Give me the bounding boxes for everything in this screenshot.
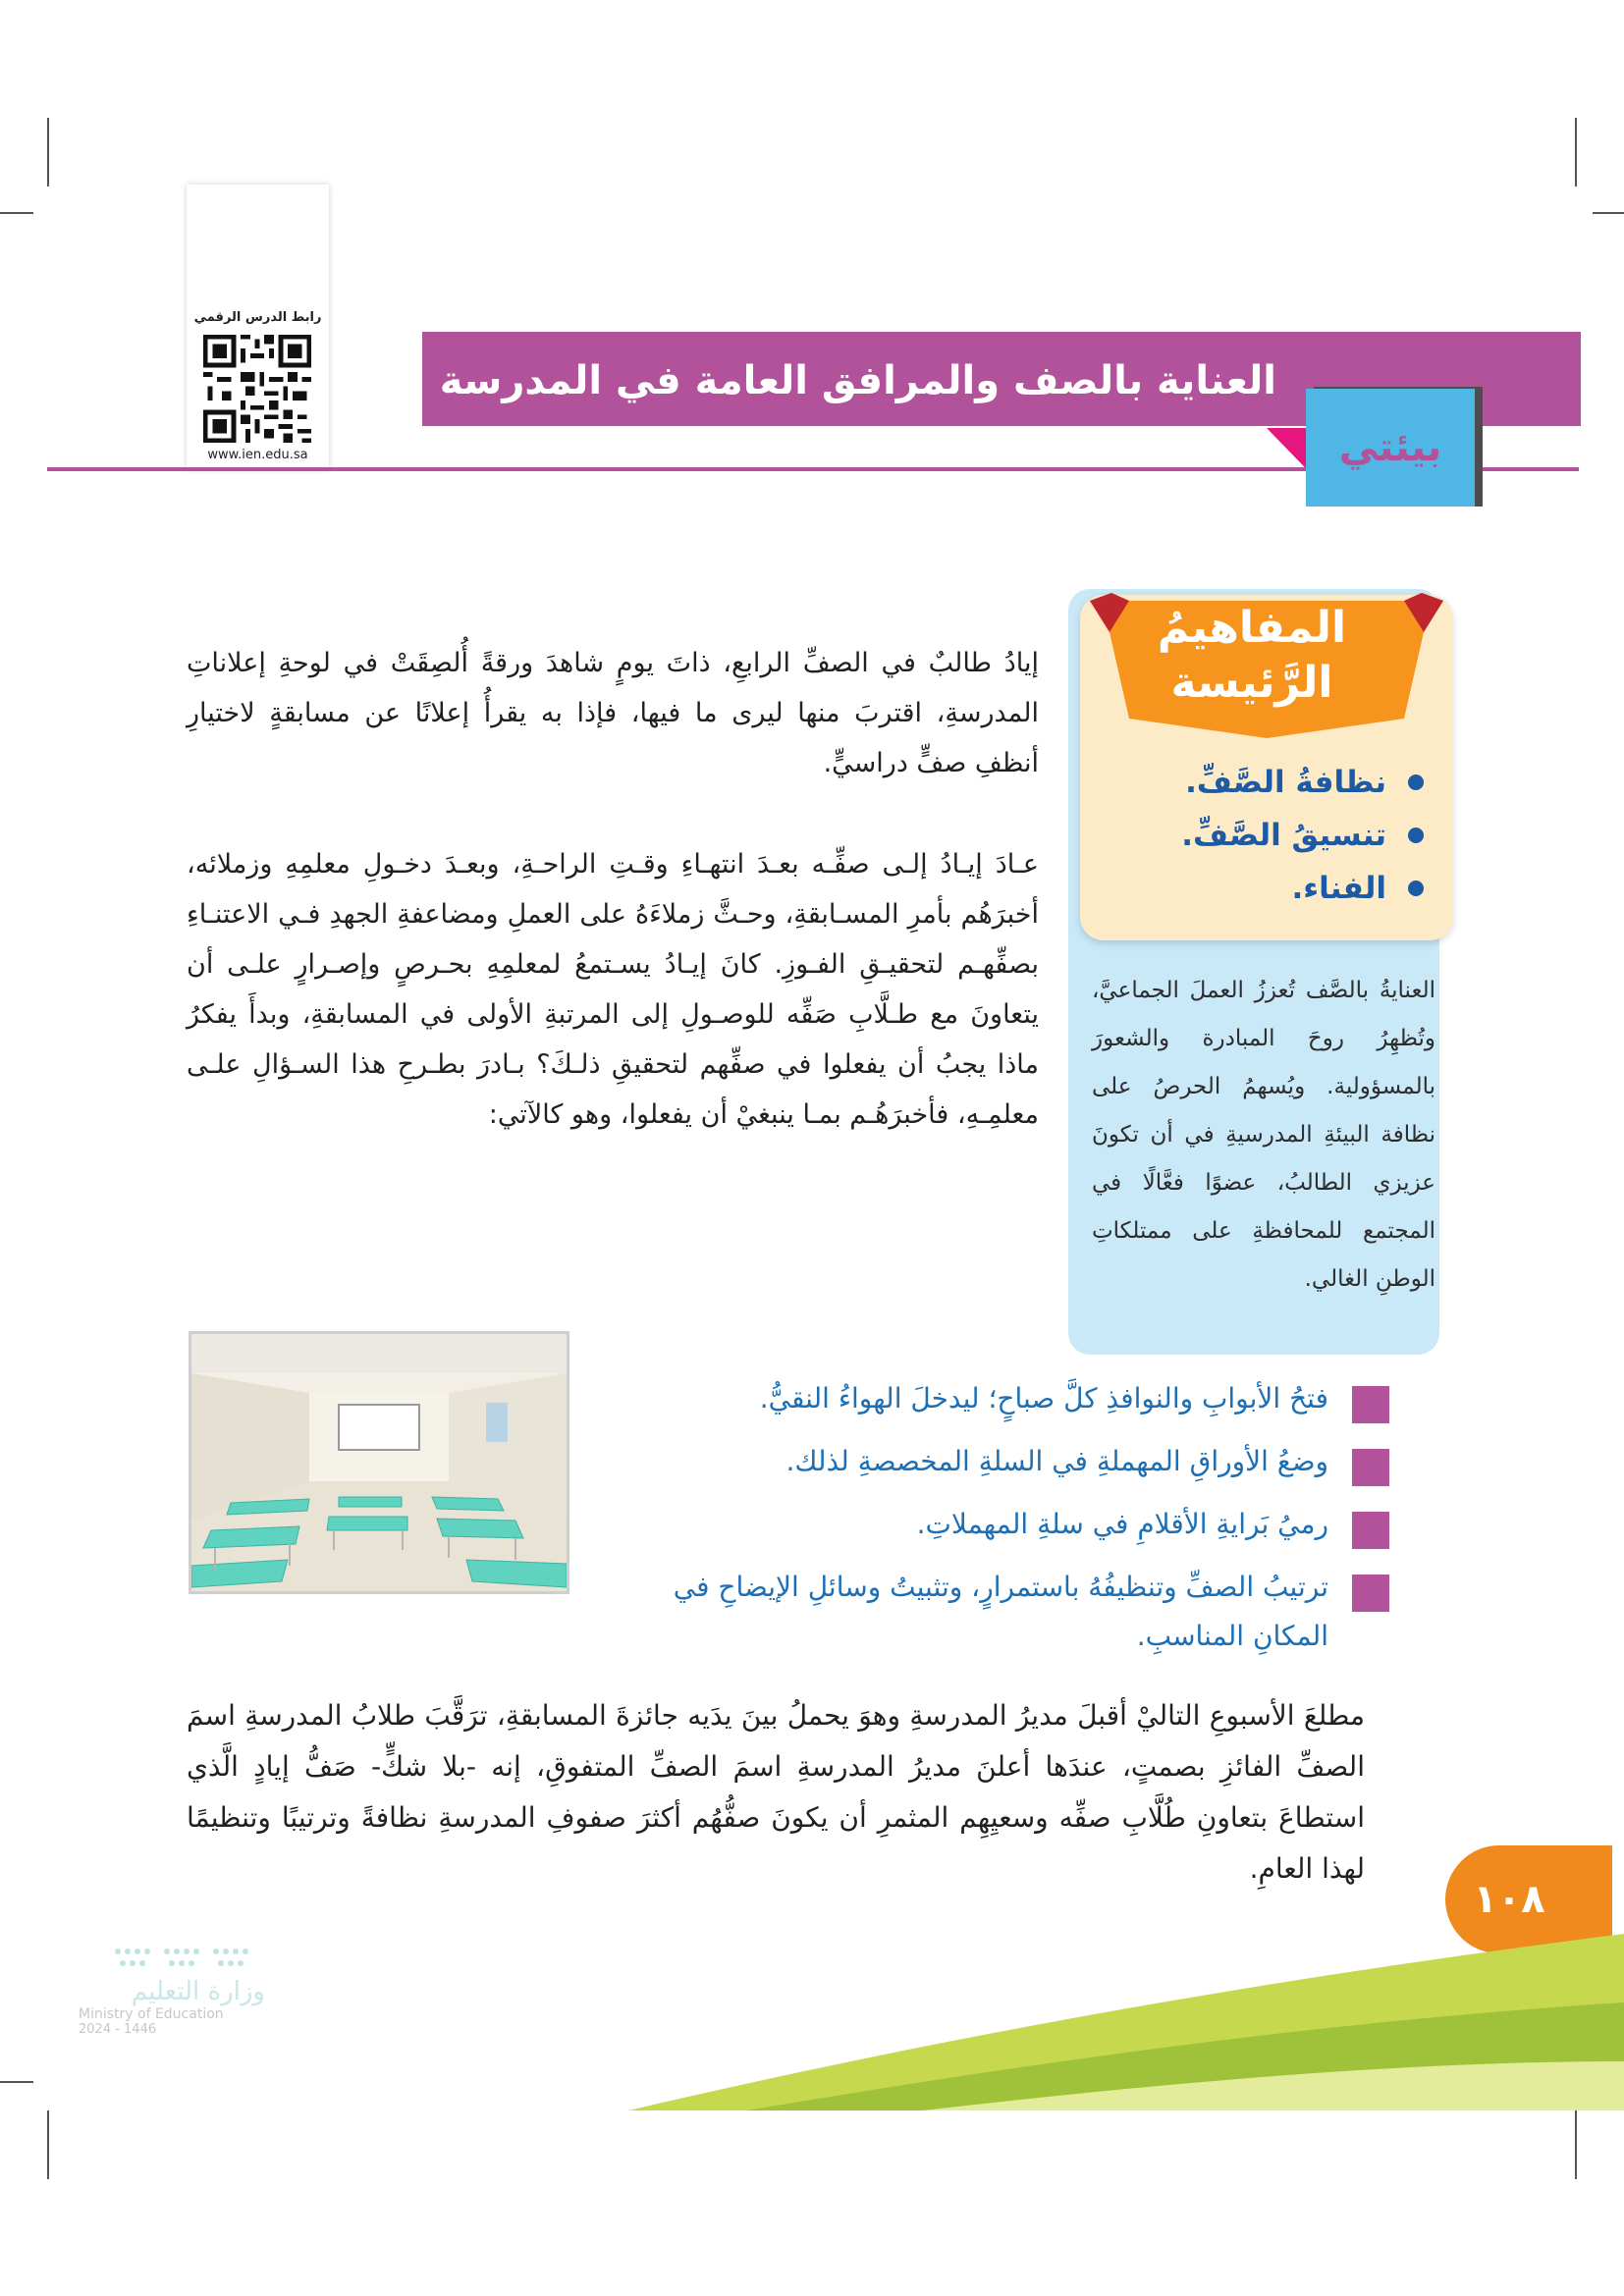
list-item: [1129, 862, 1424, 915]
list-item: [1129, 756, 1424, 809]
ministry-year: 2024 - 1446: [79, 2022, 157, 2037]
step-text: ترتيبُ الصفِّ وتنظيفُهُ باستمرارٍ، وتثبيتُ وسائلِ الإيضاحِ في المكانِ المناسبِ.: [673, 1571, 1328, 1652]
classroom-photo: [189, 1331, 569, 1594]
concept-item: تنسيقُ الصَّفِّ.: [1181, 818, 1386, 853]
concept-item: الفناء.: [1291, 871, 1386, 906]
concepts-title: [1129, 601, 1375, 711]
crop-mark: [1575, 118, 1577, 187]
story-paragraph-1: إيادُ طالبٌ في الصفِّ الرابعِ، ذاتَ يومٍ شاهدَ ورقةً أُلصِقَتْ في لوحةِ إعلاناتِ المدرسةِ، اقتربَ منها ليرى ما فيها، فإذا به يقرأُ إعلانًا عن مسابقةٍ لاختيارِ أنظفِ صفٍّ دراسيٍّ.: [187, 648, 1039, 778]
step-text: وضعُ الأوراقِ المهملةِ في السلةِ المخصصةِ لذلك.: [785, 1445, 1328, 1477]
crop-mark: [0, 212, 33, 214]
concepts-side-text: العنايةُ بالصَّف تُعززُ العملَ الجماعيَّ، وتُظهِرُ روحَ المبادرة والشعورَ بالمسؤولية. ويُسهمُ الحرصُ على نظافة البيئةِ المدرسيةِ في أن تكونَ عزيزي الطالبُ، عضوًا فعَّالًا في المجتمع للمحافظةِ على ممتلكاتِ الوطنِ الغالي.: [1092, 978, 1435, 1292]
step-text: فتحُ الأبوابِ والنوافذِ كلَّ صباحٍ؛ ليدخلَ الهواءُ النقيُّ.: [759, 1382, 1328, 1415]
story-paragraph-2: عـادَ إيـادُ إلـى صفِّـه بعـدَ انتهـاءِ وقـتِ الراحـةِ، وبعـدَ دخـولِ معلمِهِ وزملائه، أخبرَهُم بأمرِ المسـابقةِ، وحـثَّ زملاءَهُ على العملِ ومضاعفةِ الجهدِ فـي الاعتنـاءِ بصفِّهـم لتحقيـقِ الفـوزِ. كانَ إيـادُ يسـتمعُ لمعلمِهِ بحـرصٍ وإصـرارٍ علـى أن يتعاونَ مع طـلَّابِ صَفِّه للوصـولِ إلى المرتبةِ الأولى في المسابقةِ، وبدأَ يفكرُ ماذا يجبُ أن يفعلوا في صفِّهم لتحقيقِ ذلـكَ؟ بـادرَ بطـرحِ هذا السـؤالِ علـى معلمِـهِ، فأخبرَهُـم بمـا ينبغيْ أن يفعلوا، وهو كالآتي:: [187, 849, 1039, 1130]
section-tag-label: بيئتي: [1338, 425, 1442, 470]
square-bullet-icon: [1352, 1512, 1389, 1549]
qr-url[interactable]: www.ien.edu.sa: [207, 448, 308, 462]
crop-mark: [47, 118, 49, 187]
bullet-icon: [1408, 774, 1424, 790]
crop-mark: [1575, 2110, 1577, 2179]
qr-card[interactable]: [187, 185, 329, 469]
ministry-name-en: Ministry of Education: [79, 2006, 224, 2022]
qr-label: رابط الدرس الرقمي: [193, 310, 322, 325]
list-item: [628, 1374, 1389, 1423]
list-item: [628, 1500, 1389, 1549]
list-item: [1129, 809, 1424, 862]
ministry-name-ar: وزارة التعليم: [131, 1977, 265, 2006]
decorative-wave: [628, 1914, 1624, 2110]
crop-mark: [0, 2081, 33, 2083]
concepts-title-line2: الرَّئيسة: [1170, 658, 1333, 708]
square-bullet-icon: [1352, 1575, 1389, 1612]
ministry-logo: [79, 1944, 265, 2037]
list-item: [628, 1437, 1389, 1486]
list-item: [628, 1563, 1389, 1661]
closing-paragraph: مطلعَ الأسبوعِ التاليْ أقبلَ مديرُ المدرسةِ وهوَ يحملُ بينَ يدَيه جائزةَ المسابقةِ، ترَقَّبَ طلابُ المدرسةِ اسمَ الصفِّ الفائزِ بصمتٍ، عندَها أعلنَ مديرُ المدرسةِ اسمَ الصفِّ المتفوقِ، إنه -بلا شكٍّ- صَفُّ إيادٍ الَّذي استطاعَ بتعاونِ طُلَّابِ صفِّه وسعيِهِم المثمرِ أن يكونَ صفُّهُم أكثرَ صفوفِ المدرسةِ نظافةً وترتيبًا وتنظيمًا لهذا العامِ.: [187, 1699, 1365, 1885]
crop-mark: [1593, 212, 1624, 214]
concept-item: نظافةُ الصَّفِّ.: [1185, 765, 1386, 800]
step-text: رميُ بَرايةِ الأقلامِ في سلةِ المهملاتِ.: [916, 1508, 1328, 1540]
ministry-dots-icon: [108, 1944, 265, 1977]
bullet-icon: [1408, 828, 1424, 843]
qr-code-icon[interactable]: [198, 330, 316, 448]
bullet-icon: [1408, 881, 1424, 896]
page-title: العناية بالصف والمرافق العامة في المدرسة: [439, 358, 1276, 403]
concepts-list: [1129, 756, 1424, 915]
steps-list: [628, 1374, 1389, 1675]
section-tag: [1306, 389, 1475, 507]
page-number: ١٠٨: [1473, 1877, 1545, 1922]
crop-mark: [47, 2110, 49, 2179]
square-bullet-icon: [1352, 1386, 1389, 1423]
concepts-title-line1: المفاهيمُ: [1157, 603, 1347, 653]
square-bullet-icon: [1352, 1449, 1389, 1486]
